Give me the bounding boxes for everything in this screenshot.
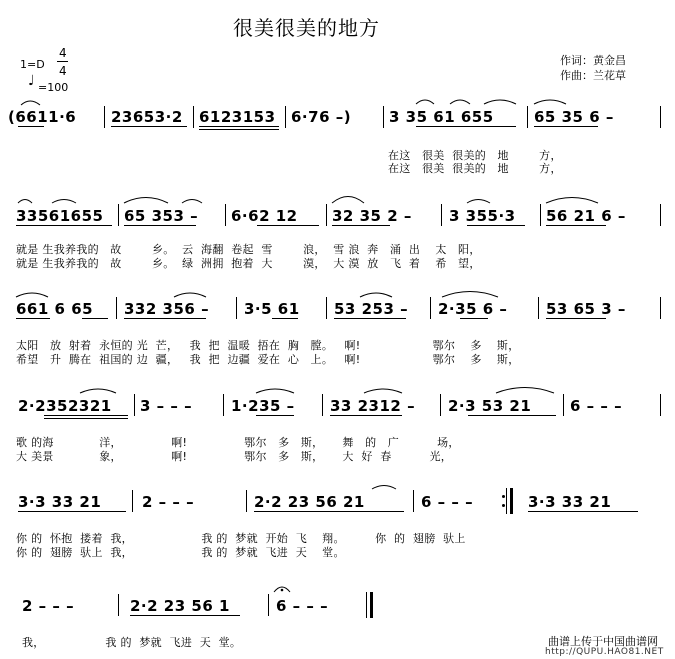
slur (21, 101, 40, 105)
watermark-url: http://QUPU.HAO81.NET (545, 647, 664, 657)
time-signature-bottom: 4 (59, 64, 67, 78)
song-title: 很美很美的地方 (233, 16, 380, 40)
lyrics-line-1: 在这 很美 很美的 地 方， (388, 149, 562, 162)
slur (182, 200, 202, 204)
measure: 3·3 33 21 (18, 493, 102, 511)
slur (372, 486, 396, 490)
lyrics-line-2: 大 美景 象， 啊! 鄂尔 多 斯， 大 好 春 光， (16, 450, 453, 463)
measure: 6·62 12 (231, 207, 298, 225)
slur (467, 200, 490, 204)
slur (416, 100, 434, 104)
measure: 65 353 – (124, 207, 199, 225)
measure: 2·35 6 – (438, 300, 508, 318)
watermark-text: 曲谱上传于中国曲谱网 (548, 635, 658, 648)
measure: 33 2312 – (330, 397, 416, 415)
slur (364, 389, 402, 393)
measure: 6 – – – (421, 493, 474, 511)
slur (124, 198, 168, 204)
measure: 6123153 (199, 108, 276, 126)
slur (534, 100, 566, 104)
measure: 65 35 6 – (534, 108, 614, 126)
slur (16, 293, 48, 297)
measure: 3·3 33 21 (528, 493, 612, 511)
fermata-icon (274, 587, 290, 592)
slur (174, 293, 206, 297)
slur (256, 389, 294, 393)
lyrics-line-2: 在这 很美 很美的 地 方， (388, 162, 562, 175)
composer-credit: 作曲：兰花草 (560, 69, 626, 82)
measure: 2 – – – (22, 597, 75, 615)
slur (360, 293, 392, 297)
lyrics-line-1: 我， 我 的 梦就 飞进 天 堂。 (22, 636, 242, 649)
time-signature-top: 4 (59, 46, 67, 60)
measure: 6·76 –) (291, 108, 352, 126)
measure: 23653·2 (111, 108, 183, 126)
measure: 2 – – – (142, 493, 195, 511)
measure: 2·2352321 (18, 397, 112, 415)
tempo-marking: =100 (38, 81, 69, 94)
slur (484, 100, 516, 104)
measure: 3 355·3 (449, 207, 516, 225)
measure: 3 35 61 655 (389, 108, 494, 126)
slur (80, 389, 116, 393)
slur (18, 200, 32, 204)
lyrics-line-2: 就是 生我养我的 故 乡。 绿 洲拥 抱着 大 漠， 大 漠 放 飞 着 希 望， (16, 257, 481, 270)
slur (496, 388, 554, 394)
slur (332, 197, 364, 204)
lyrics-line-1: 太阳 放 射着 永恒的 光 芒， 我 把 温暖 捂在 胸 膛。 啊! 鄂尔 多 斯， (16, 339, 520, 352)
measure: 3 – – – (140, 397, 193, 415)
measure: 53 65 3 – (546, 300, 626, 318)
measure: 6 – – – (570, 397, 623, 415)
lyrics-line-1: 歌 的海 洋， 啊! 鄂尔 多 斯， 舞 的 广 场， (16, 436, 460, 449)
measure: 2·2 23 56 21 (254, 493, 365, 511)
slur (442, 292, 498, 298)
lyrics-line-1: 就是 生我养我的 故 乡。 云 海翻 卷起 雪 浪， 雪 浪 奔 涌 出 太 阳， (16, 243, 481, 256)
measure: 1·235 – (231, 397, 295, 415)
measure: 332 356 – (124, 300, 210, 318)
lyricist-credit: 作词：黄金昌 (560, 54, 626, 67)
slur (546, 198, 598, 204)
measure: 56 21 6 – (546, 207, 626, 225)
measure: 661 6 65 (16, 300, 94, 318)
measure: 2·3 53 21 (448, 397, 532, 415)
measure: 6 – – – (276, 597, 329, 615)
slur (52, 200, 76, 204)
lyrics-line-1: 你 的 怀抱 搂着 我， 我 的 梦就 开始 飞 翔。 你 的 翅膀 驮上 (16, 532, 466, 545)
measure: (6611·6 (8, 108, 77, 126)
slur (450, 100, 470, 104)
measure: 33561655 (16, 207, 104, 225)
lyrics-line-2: 你 的 翅膀 驮上 我， 我 的 梦就 飞进 天 堂。 (16, 546, 345, 559)
lyrics-line-2: 希望 升 腾在 祖国的 边 疆， 我 把 边疆 爱在 心 上。 啊! 鄂尔 多 斯， (16, 353, 520, 366)
quarter-note-icon: ♩ (28, 73, 35, 89)
key-signature: 1=D (20, 58, 45, 71)
measure: 2·2 23 56 1 (130, 597, 230, 615)
measure: 3·5 61 (244, 300, 300, 318)
measure: 32 35 2 – (332, 207, 412, 225)
measure: 53 253 – (334, 300, 409, 318)
